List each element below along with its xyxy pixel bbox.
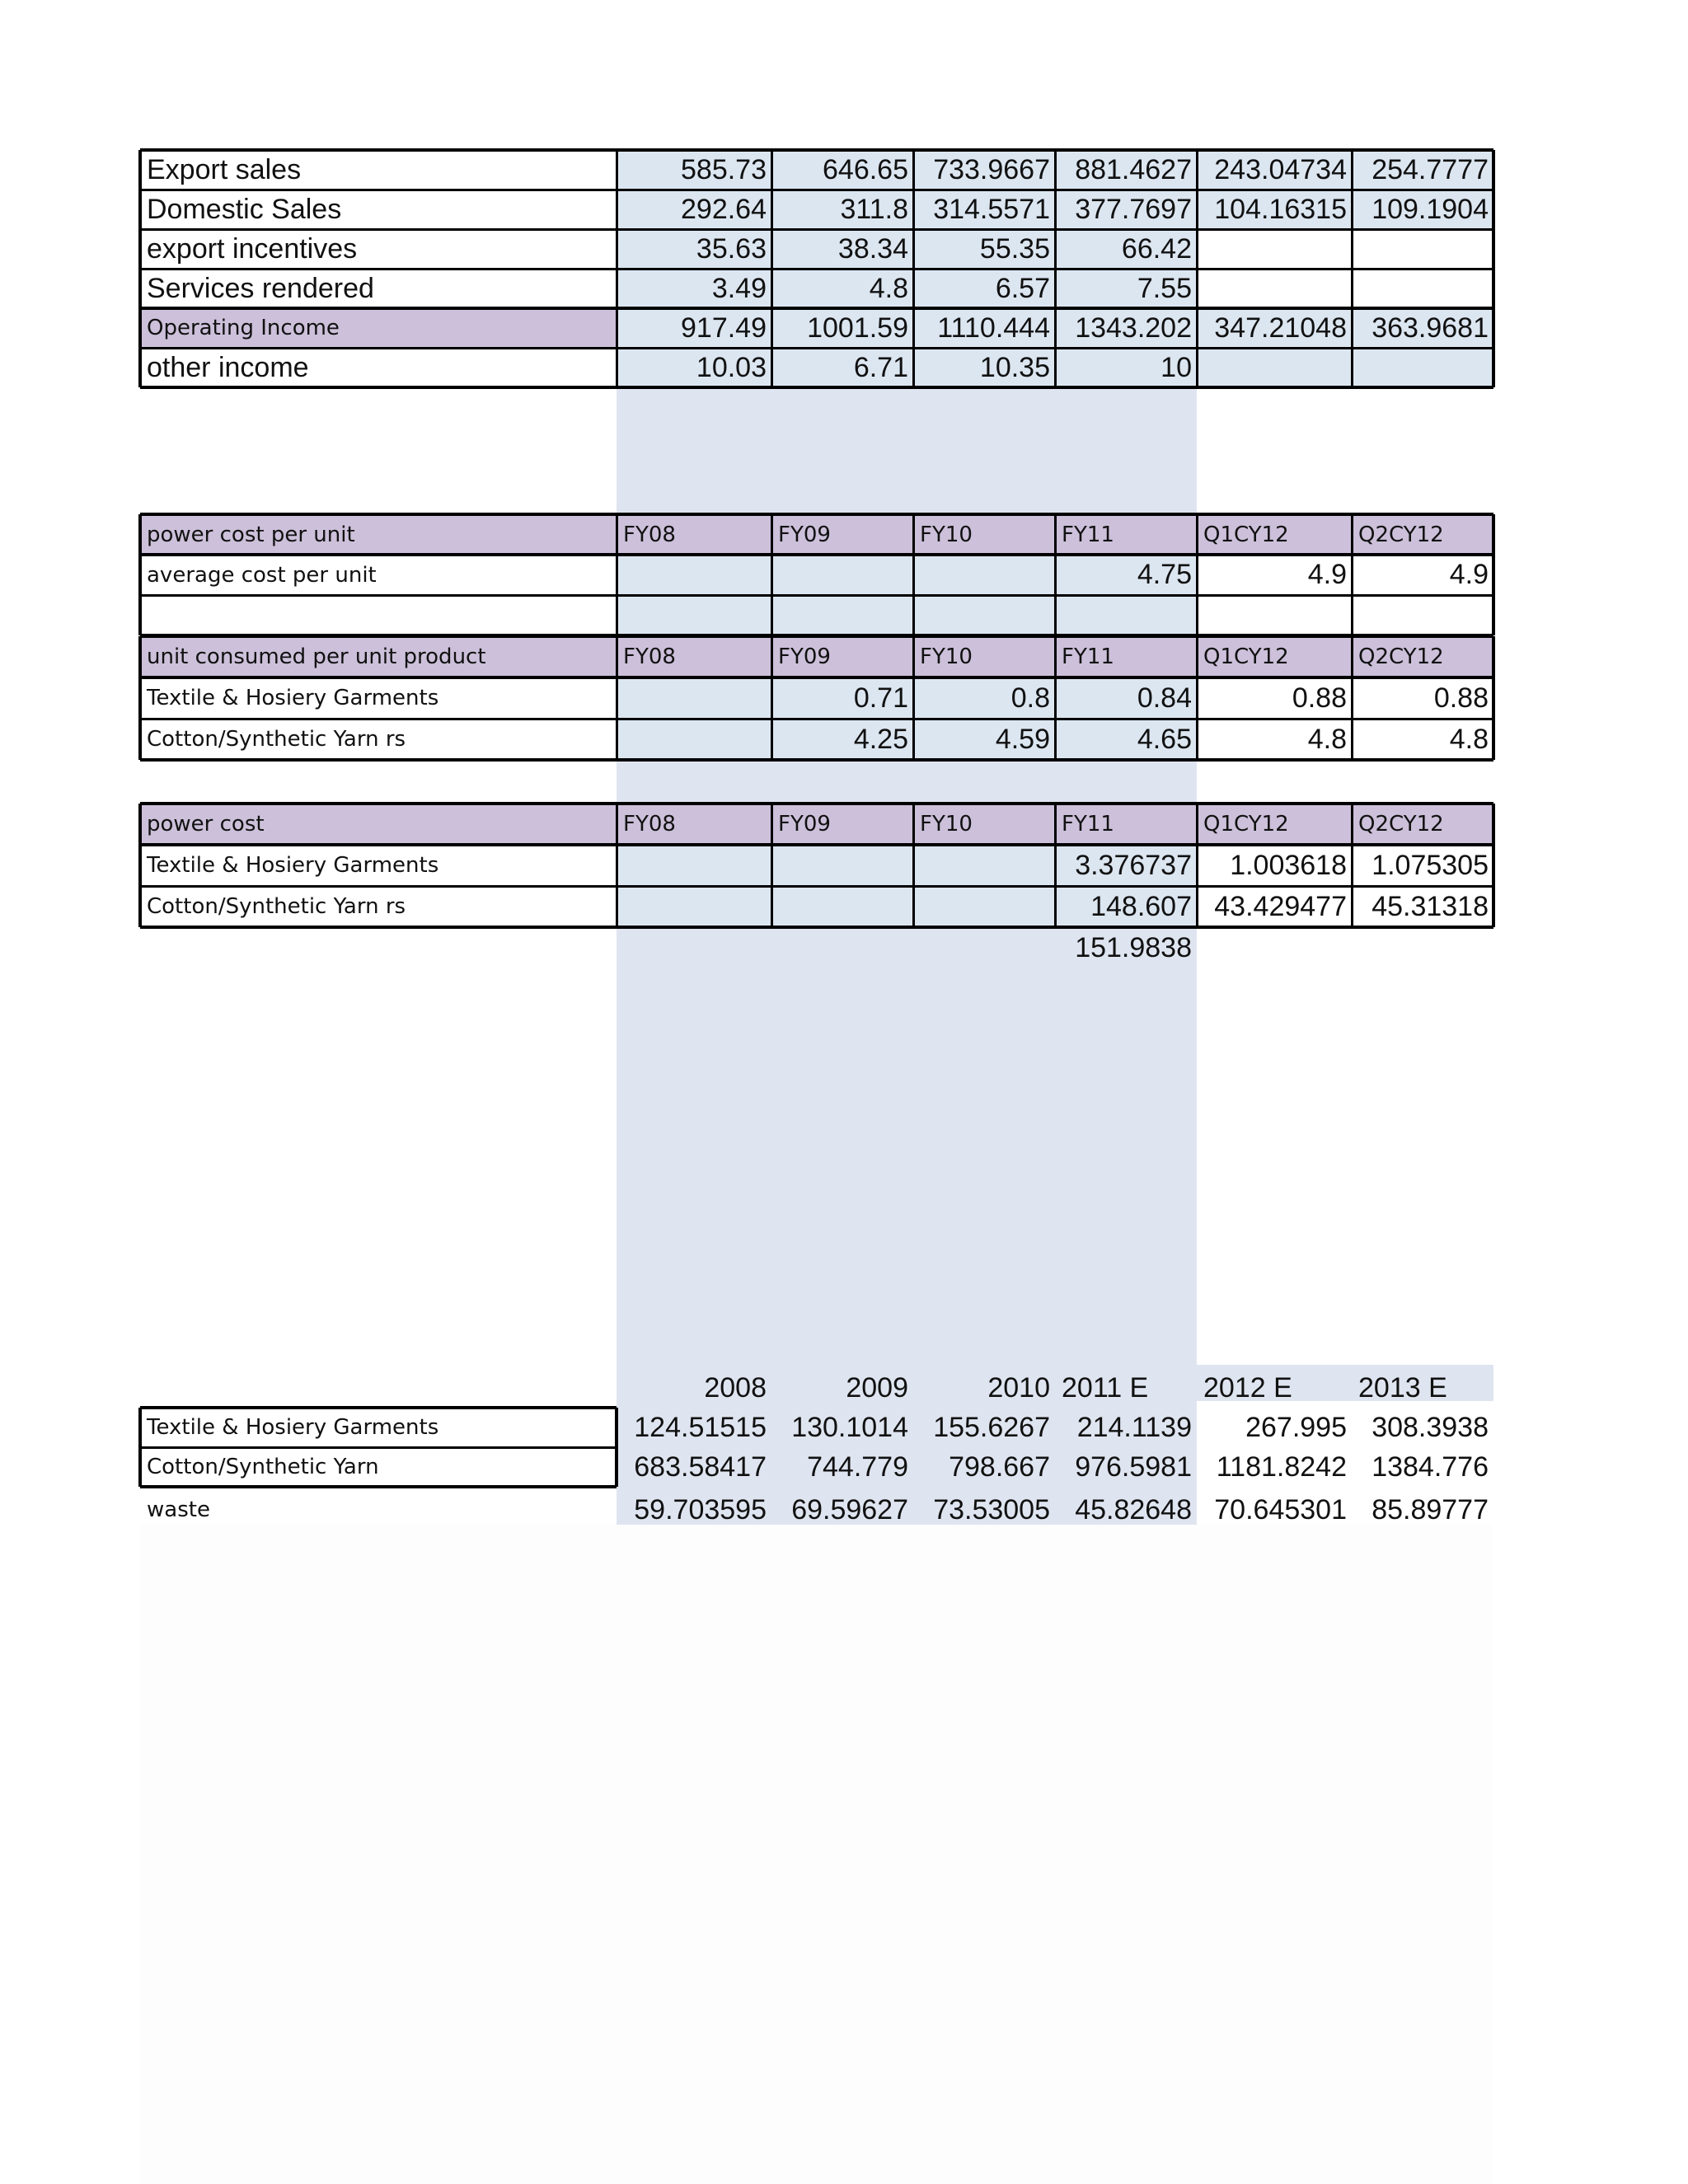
border-line — [140, 553, 1493, 556]
units-consumed-value-cell — [617, 677, 771, 719]
border-line — [140, 1446, 617, 1449]
border-line — [1196, 804, 1198, 927]
border-line — [1351, 804, 1353, 927]
border-line — [1196, 514, 1198, 635]
border-line — [771, 150, 773, 387]
power-cost-value-cell: 1.075305 — [1352, 845, 1493, 886]
power-cost-row-label: Textile & Hosiery Garments — [140, 845, 617, 886]
border-line — [912, 636, 915, 760]
income-value-cell: 38.34 — [771, 229, 913, 269]
power-unit-header-cell: Q2CY12 — [1352, 514, 1493, 555]
forecast-year-header: 2009 — [846, 1371, 908, 1404]
power-cost-row-label: Cotton/Synthetic Yarn rs — [140, 886, 617, 927]
power-unit-row-label: average cost per unit — [140, 555, 617, 595]
border-line — [1492, 636, 1495, 760]
power-cost-value-cell — [771, 886, 913, 927]
power-cost-value-cell: 148.607 — [1055, 886, 1197, 927]
border-line — [771, 636, 773, 760]
power-cost-value-cell — [913, 886, 1055, 927]
power-cost-header-cell: Q2CY12 — [1352, 804, 1493, 845]
income-value-cell: 4.8 — [771, 269, 913, 308]
power-unit-value-cell — [913, 595, 1055, 635]
forecast-value-cell: 45.82648 — [1075, 1493, 1192, 1526]
income-value-cell: 881.4627 — [1055, 150, 1197, 190]
income-value-cell: 733.9667 — [913, 150, 1055, 190]
income-value-cell: 585.73 — [617, 150, 771, 190]
units-consumed-value-cell: 0.88 — [1352, 677, 1493, 719]
forecast-value-cell: 155.6267 — [933, 1411, 1050, 1443]
forecast-row-label: Cotton/Synthetic Yarn — [140, 1447, 617, 1487]
income-value-cell: 1001.59 — [771, 308, 913, 348]
border-line — [1492, 514, 1495, 635]
income-value-cell: 254.7777 — [1352, 150, 1493, 190]
border-line — [140, 189, 1493, 191]
power-cost-header-cell: FY10 — [913, 804, 1055, 845]
border-line — [138, 514, 142, 635]
border-line — [140, 228, 1493, 231]
units-consumed-row-label: Textile & Hosiery Garments — [140, 677, 617, 719]
forecast-year-header: 2010 — [987, 1371, 1050, 1404]
income-value-cell: 109.1904 — [1352, 190, 1493, 229]
border-line — [140, 307, 1493, 310]
border-line — [140, 268, 1493, 270]
border-line — [1351, 514, 1353, 635]
forecast-value-cell: 1181.8242 — [1216, 1451, 1347, 1483]
income-row-label: other income — [140, 348, 617, 387]
units-consumed-value-cell: 4.25 — [771, 719, 913, 760]
income-value-cell: 917.49 — [617, 308, 771, 348]
units-consumed-value-cell: 0.88 — [1197, 677, 1352, 719]
power-unit-header-cell: power cost per unit — [140, 514, 617, 555]
border-line — [140, 758, 1493, 762]
forecast-value-cell: 214.1139 — [1076, 1411, 1192, 1443]
income-value-cell: 104.16315 — [1197, 190, 1352, 229]
forecast-value-cell: 130.1014 — [791, 1411, 908, 1443]
lower-area — [140, 1525, 1493, 2184]
power-unit-value-cell — [1055, 595, 1197, 635]
units-consumed-value-cell: 4.59 — [913, 719, 1055, 760]
border-line — [138, 636, 142, 760]
border-line — [1196, 150, 1198, 387]
border-line — [140, 635, 1493, 638]
units-consumed-header-cell: Q2CY12 — [1352, 636, 1493, 677]
income-value-cell: 292.64 — [617, 190, 771, 229]
forecast-value-cell: 70.645301 — [1214, 1493, 1347, 1526]
border-line — [140, 885, 1493, 888]
power-unit-value-cell — [771, 555, 913, 595]
border-line — [616, 804, 618, 927]
power-unit-header-cell: FY09 — [771, 514, 913, 555]
income-row-label: export incentives — [140, 229, 617, 269]
power-cost-value-cell — [617, 845, 771, 886]
income-row-label: Services rendered — [140, 269, 617, 308]
power-unit-value-cell — [617, 555, 771, 595]
border-line — [140, 347, 1493, 349]
power-cost-value-cell: 1.003618 — [1197, 845, 1352, 886]
power-unit-header-cell: FY10 — [913, 514, 1055, 555]
income-row-label: Domestic Sales — [140, 190, 617, 229]
border-line — [1492, 150, 1495, 387]
power-cost-header-cell: FY11 — [1055, 804, 1197, 845]
forecast-value-cell: 85.89777 — [1372, 1493, 1489, 1526]
border-line — [140, 718, 1493, 720]
forecast-row-label: waste — [147, 1497, 210, 1522]
power-unit-value-cell — [1197, 595, 1352, 635]
border-line — [140, 676, 1493, 679]
power-unit-value-cell: 4.9 — [1197, 555, 1352, 595]
income-value-cell: 377.7697 — [1055, 190, 1197, 229]
power-cost-value-cell — [913, 845, 1055, 886]
units-consumed-value-cell — [617, 719, 771, 760]
income-value-cell: 363.9681 — [1352, 308, 1493, 348]
border-line — [1492, 804, 1495, 927]
units-consumed-header-cell: FY08 — [617, 636, 771, 677]
power-unit-value-cell: 4.9 — [1352, 555, 1493, 595]
forecast-year-header: 2013 E — [1358, 1371, 1447, 1404]
units-consumed-value-cell: 0.71 — [771, 677, 913, 719]
border-line — [912, 804, 915, 927]
forecast-value-cell: 976.5981 — [1075, 1451, 1192, 1483]
border-line — [140, 513, 1493, 516]
income-row-label: Export sales — [140, 150, 617, 190]
units-consumed-header-cell: unit consumed per unit product — [140, 636, 617, 677]
income-value-cell: 3.49 — [617, 269, 771, 308]
income-value-cell — [1197, 348, 1352, 387]
forecast-value-cell: 69.59627 — [791, 1493, 908, 1526]
income-value-cell: 10.35 — [913, 348, 1055, 387]
units-consumed-value-cell: 4.65 — [1055, 719, 1197, 760]
border-line — [1054, 636, 1057, 760]
power-cost-value-cell: 3.376737 — [1055, 845, 1197, 886]
border-line — [140, 1406, 617, 1409]
income-value-cell — [1352, 269, 1493, 308]
border-line — [771, 804, 773, 927]
power-cost-header-cell: FY09 — [771, 804, 913, 845]
border-line — [616, 150, 618, 387]
border-line — [140, 802, 1493, 805]
income-value-cell: 1343.202 — [1055, 308, 1197, 348]
power-cost-header-cell: power cost — [140, 804, 617, 845]
border-line — [140, 843, 1493, 846]
border-line — [616, 636, 618, 760]
units-consumed-header-cell: FY09 — [771, 636, 913, 677]
income-value-cell — [1352, 348, 1493, 387]
power-unit-value-cell — [1352, 595, 1493, 635]
units-consumed-header-cell: Q1CY12 — [1197, 636, 1352, 677]
border-line — [140, 386, 1493, 389]
border-line — [1054, 150, 1057, 387]
power-cost-header-cell: Q1CY12 — [1197, 804, 1352, 845]
border-line — [616, 514, 618, 635]
border-line — [1351, 150, 1353, 387]
income-value-cell: 347.21048 — [1197, 308, 1352, 348]
power-unit-value-cell — [913, 555, 1055, 595]
border-line — [912, 150, 915, 387]
power-unit-header-cell: FY08 — [617, 514, 771, 555]
border-line — [140, 1485, 617, 1488]
income-value-cell: 243.04734 — [1197, 150, 1352, 190]
power-unit-value-cell: 4.75 — [1055, 555, 1197, 595]
border-line — [1054, 804, 1057, 927]
power-cost-header-cell: FY08 — [617, 804, 771, 845]
power-cost-total: 151.9838 — [1075, 931, 1192, 963]
income-value-cell: 1110.444 — [913, 308, 1055, 348]
forecast-year-header: 2012 E — [1203, 1371, 1292, 1404]
units-consumed-value-cell: 4.8 — [1352, 719, 1493, 760]
income-value-cell: 55.35 — [913, 229, 1055, 269]
forecast-row-label: Textile & Hosiery Garments — [140, 1408, 617, 1447]
forecast-value-cell: 267.995 — [1245, 1411, 1347, 1443]
units-consumed-header-cell: FY11 — [1055, 636, 1197, 677]
income-value-cell: 7.55 — [1055, 269, 1197, 308]
border-line — [140, 926, 1493, 929]
forecast-value-cell: 1384.776 — [1372, 1451, 1489, 1483]
power-cost-value-cell — [771, 845, 913, 886]
forecast-value-cell: 798.667 — [949, 1451, 1050, 1483]
power-cost-value-cell: 45.31318 — [1352, 886, 1493, 927]
forecast-value-cell: 683.58417 — [634, 1451, 767, 1483]
power-cost-value-cell: 43.429477 — [1197, 886, 1352, 927]
income-value-cell — [1197, 229, 1352, 269]
income-value-cell: 6.57 — [913, 269, 1055, 308]
units-consumed-header-cell: FY10 — [913, 636, 1055, 677]
income-value-cell: 66.42 — [1055, 229, 1197, 269]
income-value-cell: 10 — [1055, 348, 1197, 387]
power-cost-value-cell — [617, 886, 771, 927]
income-value-cell — [1197, 269, 1352, 308]
border-line — [140, 148, 1493, 152]
forecast-value-cell: 73.53005 — [933, 1493, 1050, 1526]
forecast-value-cell: 59.703595 — [634, 1493, 767, 1526]
units-consumed-value-cell: 0.84 — [1055, 677, 1197, 719]
border-line — [615, 1408, 618, 1487]
power-unit-value-cell — [617, 595, 771, 635]
forecast-year-header: 2008 — [704, 1371, 767, 1404]
border-line — [138, 804, 142, 927]
power-unit-value-cell — [771, 595, 913, 635]
income-value-cell: 314.5571 — [913, 190, 1055, 229]
forecast-value-cell: 308.3938 — [1372, 1411, 1489, 1443]
units-consumed-row-label: Cotton/Synthetic Yarn rs — [140, 719, 617, 760]
forecast-value-cell: 744.779 — [807, 1451, 908, 1483]
income-value-cell: 10.03 — [617, 348, 771, 387]
power-unit-row-label — [140, 595, 617, 635]
border-line — [771, 514, 773, 635]
border-line — [140, 594, 1493, 597]
power-unit-header-cell: Q1CY12 — [1197, 514, 1352, 555]
income-value-cell: 6.71 — [771, 348, 913, 387]
units-consumed-value-cell: 4.8 — [1197, 719, 1352, 760]
forecast-year-header: 2011 E — [1062, 1371, 1149, 1404]
income-row-label: Operating Income — [140, 308, 617, 348]
power-unit-header-cell: FY11 — [1055, 514, 1197, 555]
border-line — [138, 1408, 142, 1487]
border-line — [138, 150, 142, 387]
border-line — [1351, 636, 1353, 760]
income-value-cell: 35.63 — [617, 229, 771, 269]
income-value-cell — [1352, 229, 1493, 269]
border-line — [1196, 636, 1198, 760]
units-consumed-value-cell: 0.8 — [913, 677, 1055, 719]
income-value-cell: 311.8 — [771, 190, 913, 229]
border-line — [1054, 514, 1057, 635]
income-value-cell: 646.65 — [771, 150, 913, 190]
border-line — [912, 514, 915, 635]
forecast-value-cell: 124.51515 — [634, 1411, 767, 1443]
